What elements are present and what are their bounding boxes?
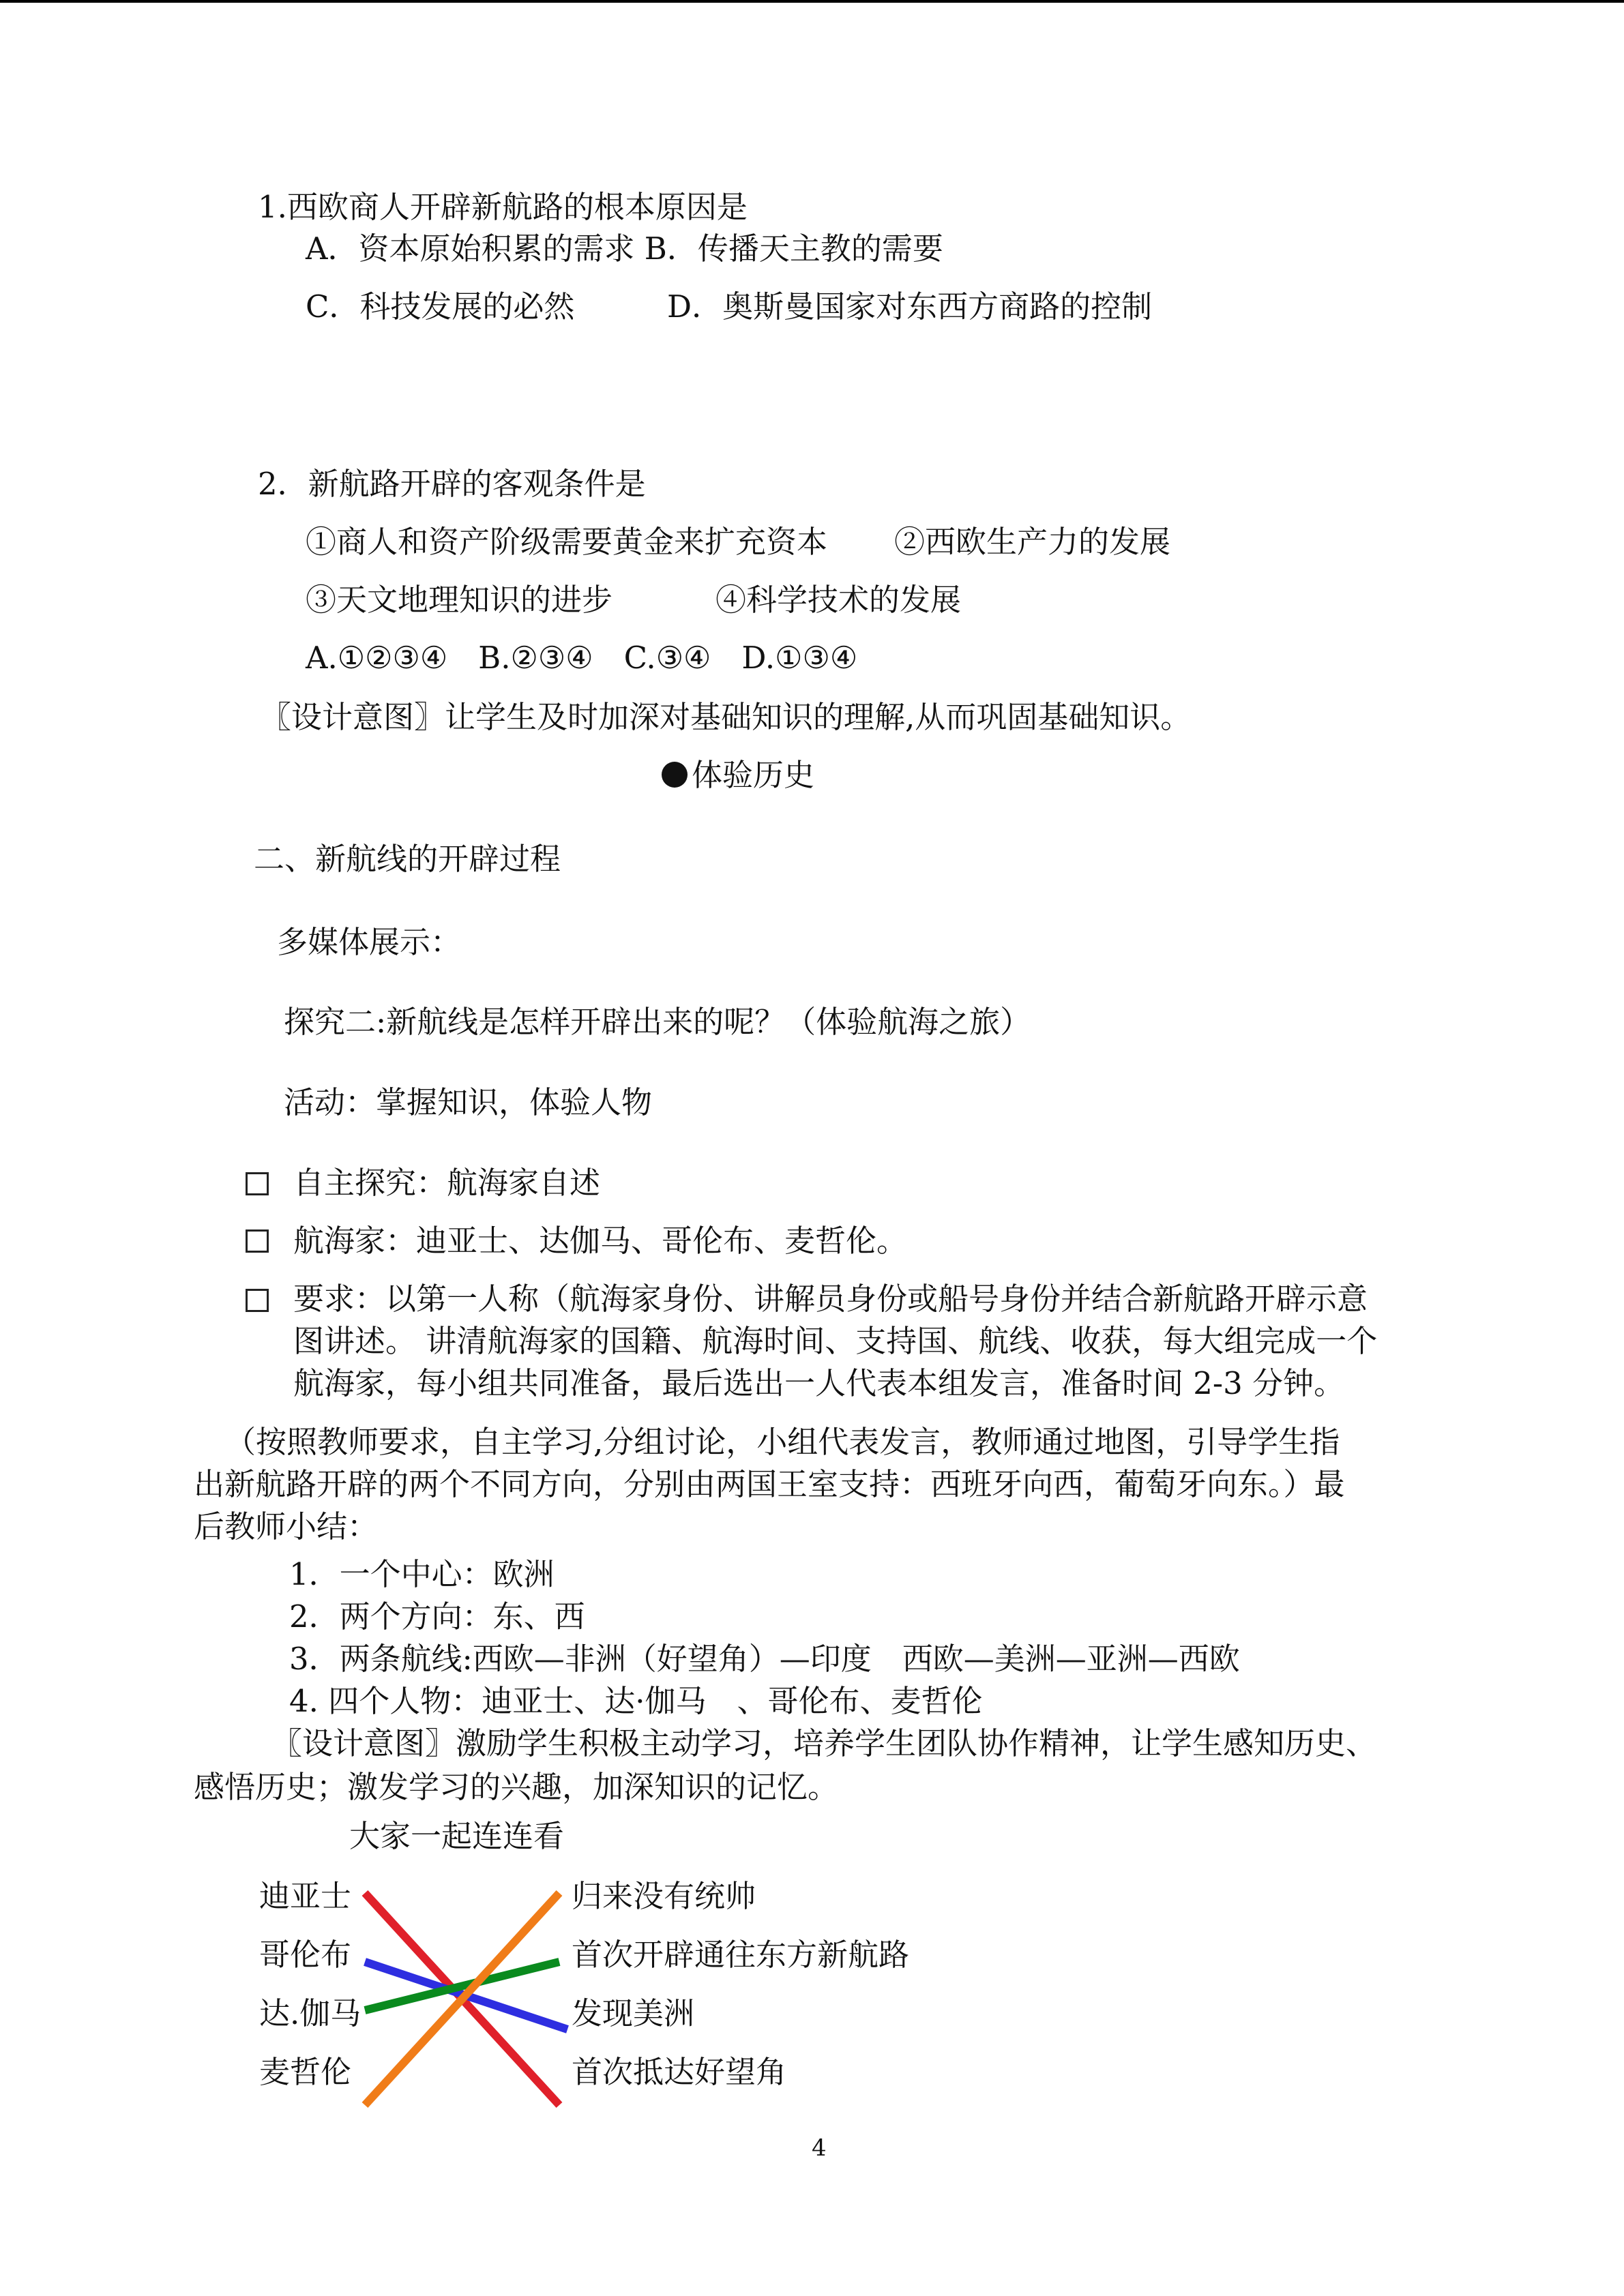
paragraph-line-1: （按照教师要求，自主学习,分组讨论，小组代表发言，教师通过地图，引导学生指 (225, 1424, 1340, 1460)
q2-item-4: ④科学技术的发展 (715, 582, 962, 618)
paragraph-line-2: 出新航路开辟的两个不同方向，分别由两国王室支持：西班牙向西，葡萄牙向东。）最 (194, 1466, 1345, 1502)
match-left-4: 麦哲伦 (259, 2054, 352, 2090)
q1-stem: 1.西欧商人开辟新航路的根本原因是 (258, 189, 748, 225)
q2-item-2: ②西欧生产力的发展 (894, 524, 1171, 560)
match-left-2: 哥伦布 (259, 1937, 352, 1973)
part2-title: 二、新航线的开辟过程 (254, 841, 561, 877)
checklist-item-1: 自主探究：航海家自述 (293, 1165, 601, 1201)
q1-option-ab: A．资本原始积累的需求 B．传播天主教的需要 (306, 230, 943, 267)
explore-question: 探究二:新航线是怎样开辟出来的呢？（体验航海之旅） (284, 1004, 1031, 1040)
design-intent-1: 〖设计意图〗让学生及时加深对基础知识的理解,从而巩固基础知识。 (261, 699, 1192, 735)
match-right-3: 发现美洲 (572, 1995, 695, 2031)
matching-title: 大家一起连连看 (349, 1818, 565, 1854)
paragraph-line-3: 后教师小结： (194, 1508, 379, 1545)
design-intent-2-line-2: 感悟历史；激发学习的兴趣，加深知识的记忆。 (194, 1769, 839, 1805)
match-right-1: 归来没有统帅 (572, 1878, 756, 1914)
page-number: 4 (812, 2134, 827, 2162)
match-left-3: 达.伽马 (259, 1995, 361, 2031)
checklist-item-2: 航海家：迪亚士、达伽马、哥伦布、麦哲伦。 (293, 1223, 908, 1259)
section-heading-text: 体验历史 (692, 757, 815, 793)
checklist-item-3-line-3: 航海家，每小组共同准备，最后选出一人代表本组发言，准备时间 2-3 分钟。 (293, 1365, 1345, 1401)
q2-stem: 2．新航路开辟的客观条件是 (258, 466, 646, 502)
match-right-2: 首次开辟通往东方新航路 (572, 1937, 910, 1973)
activity-label: 活动：掌握知识，体验人物 (284, 1084, 653, 1120)
checklist-item-3-line-1: 要求：以第一人称（航海家身份、讲解员身份或船号身份并结合新航路开辟示意 (293, 1281, 1368, 1317)
design-intent-2-line-1: 〖设计意图〗激励学生积极主动学习，培养学生团队协作精神，让学生感知历史、 (271, 1725, 1377, 1761)
match-right-4: 首次抵达好望角 (572, 2054, 787, 2090)
summary-item-3: 3．两条航线:西欧—非洲（好望角）—印度 西欧—美洲—亚洲—西欧 (289, 1641, 1240, 1677)
match-left-1: 迪亚士 (259, 1878, 352, 1914)
summary-item-2: 2．两个方向：东、西 (289, 1598, 585, 1635)
summary-item-4: 4. 四个人物：迪亚士、达·伽马 、哥伦布、麦哲伦 (289, 1683, 983, 1719)
summary-item-1: 1．一个中心：欧洲 (289, 1556, 555, 1592)
q1-option-d: D．奥斯曼国家对东西方商路的控制 (667, 288, 1153, 325)
q2-item-3: ③天文地理知识的进步 (306, 582, 613, 618)
q2-options: A.①②③④ B.②③④ C.③④ D.①③④ (306, 640, 858, 676)
q1-option-c: C．科技发展的必然 (306, 288, 575, 325)
multimedia-label: 多媒体展示： (277, 924, 462, 960)
checklist-item-3-line-2: 图讲述。 讲清航海家的国籍、航海时间、支持国、航线、收获，每大组完成一个 (293, 1323, 1378, 1359)
q2-item-1: ①商人和资产阶级需要黄金来扩充资本 (306, 524, 828, 560)
